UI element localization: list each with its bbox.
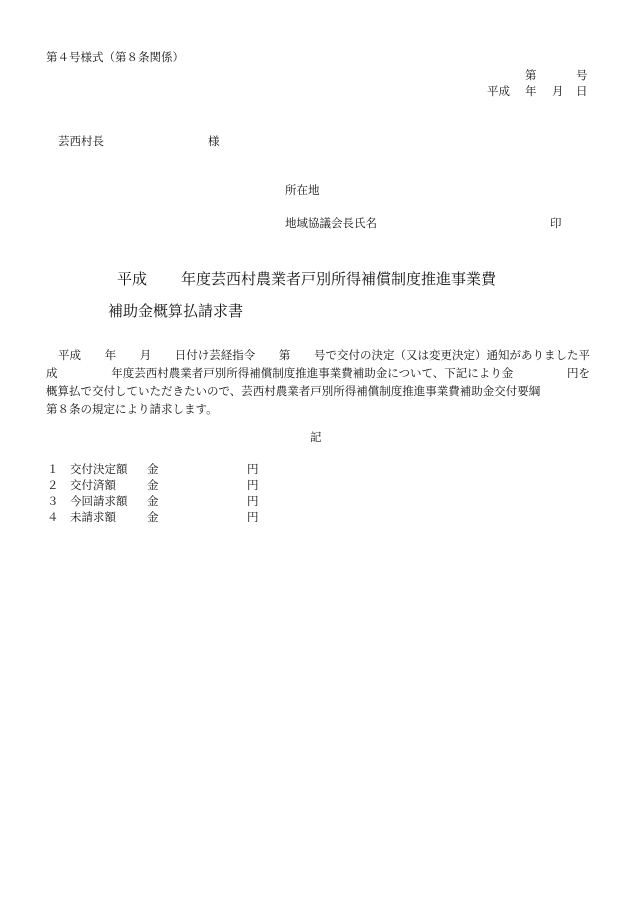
body-line-3 bbox=[46, 382, 590, 400]
item-number: １ bbox=[47, 462, 59, 476]
body-regulation: 第８条の規定により請求します。 bbox=[46, 402, 218, 416]
item-label: 今回請求額 bbox=[70, 494, 128, 508]
recipient-honorific: 様 bbox=[208, 134, 220, 148]
item-kin: 金 bbox=[147, 494, 159, 508]
item-number: ２ bbox=[47, 478, 59, 492]
item-kin: 金 bbox=[147, 510, 159, 524]
body-sei: 成 bbox=[46, 366, 58, 380]
item-yen: 円 bbox=[247, 494, 259, 508]
body-request: 概算払で交付していただきたいので、芸西村農業者戸別所得補償制度推進事業費補助金交付要綱 bbox=[46, 384, 541, 398]
item-yen: 円 bbox=[247, 510, 259, 524]
body-year: 年 bbox=[104, 348, 117, 362]
body-ref: 日付け芸経指令 bbox=[174, 348, 256, 362]
date-month: 月 bbox=[552, 84, 564, 98]
body-yen: 円を bbox=[566, 366, 590, 380]
title-line1: 年度芸西村農業者戸別所得補償制度推進事業費 bbox=[181, 270, 497, 288]
body-paragraph bbox=[46, 346, 590, 418]
address-label: 所在地 bbox=[285, 183, 320, 197]
body-era: 平成 bbox=[58, 348, 81, 362]
body-subsidy: 年度芸西村農業者戸別所得補償制度推進事業費補助金について、下記により金 bbox=[111, 366, 514, 380]
applicant-name-label: 地域協議会長氏名 bbox=[285, 216, 377, 230]
body-line-1 bbox=[46, 346, 590, 364]
date-day: 日 bbox=[576, 84, 588, 98]
title-era: 平成 bbox=[117, 270, 148, 288]
body-line-4 bbox=[46, 400, 590, 418]
item-kin: 金 bbox=[147, 462, 159, 476]
recipient-title: 芸西村長 bbox=[58, 134, 104, 148]
number-go: 号 bbox=[576, 68, 588, 82]
item-number: ３ bbox=[47, 494, 59, 508]
body-notice: 号で交付の決定（又は変更決定）通知がありました平 bbox=[313, 348, 590, 362]
number-dai: 第 bbox=[525, 68, 537, 82]
item-kin: 金 bbox=[147, 478, 159, 492]
item-yen: 円 bbox=[247, 478, 259, 492]
body-dai: 第 bbox=[278, 348, 291, 362]
ki-mark: 記 bbox=[310, 430, 322, 444]
seal-mark: 印 bbox=[550, 216, 562, 230]
body-line-2 bbox=[46, 364, 590, 382]
date-year: 年 bbox=[525, 84, 537, 98]
body-month: 月 bbox=[139, 348, 152, 362]
item-yen: 円 bbox=[247, 462, 259, 476]
title-line2: 補助金概算払請求書 bbox=[108, 302, 244, 320]
form-label: 第４号様式（第８条関係） bbox=[46, 50, 184, 64]
item-label: 交付済額 bbox=[70, 478, 116, 492]
item-label: 未請求額 bbox=[70, 510, 116, 524]
item-number: ４ bbox=[47, 510, 59, 524]
item-label: 交付決定額 bbox=[70, 462, 128, 476]
date-era: 平成 bbox=[487, 84, 510, 98]
